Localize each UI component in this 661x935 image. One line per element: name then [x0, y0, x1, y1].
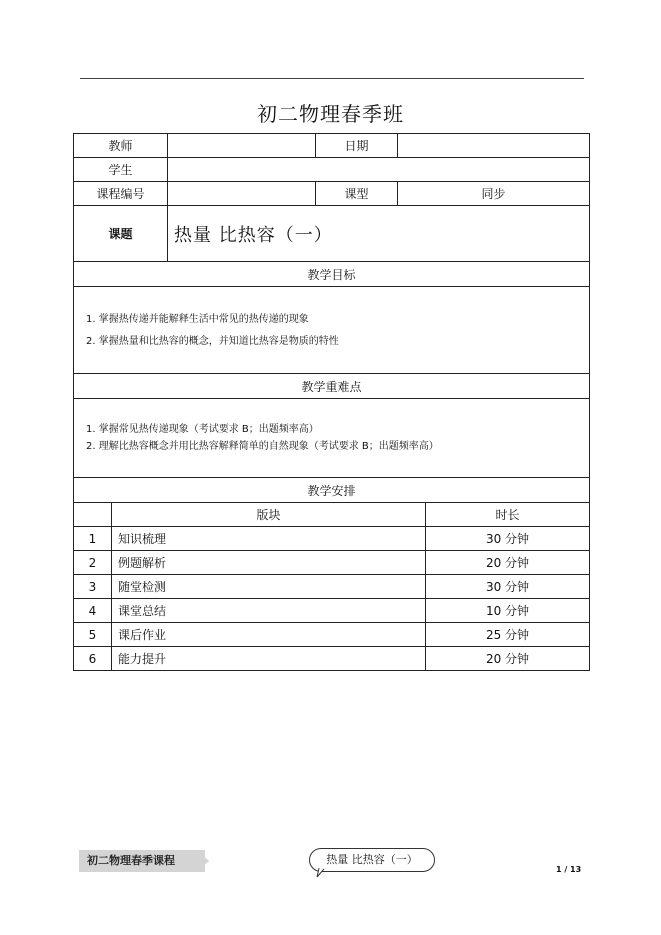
date-label: 日期 [316, 134, 398, 158]
row-block: 能力提升 [112, 647, 426, 671]
schedule-duration-header: 时长 [426, 503, 590, 527]
objective-item: 1. 掌握热传递并能解释生活中常见的热传递的现象 [86, 313, 309, 325]
header-rule [80, 78, 584, 79]
objectives-head-row [74, 262, 590, 287]
difficulty-item: 2. 理解比热容概念并用比热容解释简单的自然现象（考试要求 B；出题频率高） [86, 441, 439, 452]
course-tag: 初二物理春季课程 [79, 850, 205, 872]
topic-label: 课题 [74, 206, 168, 262]
difficulties-body-row [74, 399, 590, 478]
table-row [74, 599, 590, 623]
topic-value: 热量 比热容（一） [168, 206, 590, 262]
row-block: 例题解析 [112, 551, 426, 575]
schedule-heading: 教学安排 [74, 478, 590, 503]
course-tag-arrow [197, 850, 209, 872]
difficulties-list [74, 399, 590, 478]
objectives-heading: 教学目标 [74, 262, 590, 287]
student-value [168, 158, 590, 182]
row-block: 课后作业 [112, 623, 426, 647]
page-title: 初二物理春季班 [257, 102, 404, 126]
bubble-tail-icon [316, 868, 326, 878]
row-number: 5 [74, 623, 112, 647]
table-row [74, 575, 590, 599]
objective-item: 2. 掌握热量和比热容的概念，并知道比热容是物质的特性 [86, 335, 339, 347]
row-block: 课堂总结 [112, 599, 426, 623]
row-number: 1 [74, 527, 112, 551]
row-number: 3 [74, 575, 112, 599]
schedule-head-row [74, 478, 590, 503]
schedule-block-header: 版块 [112, 503, 426, 527]
course-row [74, 182, 590, 206]
table-row [74, 623, 590, 647]
student-label: 学生 [74, 158, 168, 182]
teacher-row [74, 134, 590, 158]
difficulties-head-row [74, 374, 590, 399]
topic-row [74, 206, 590, 262]
table-row [74, 527, 590, 551]
row-duration: 20 分钟 [426, 647, 590, 671]
lesson-plan-table [73, 133, 590, 671]
row-block: 知识梳理 [112, 527, 426, 551]
topic-bubble: 热量 比热容（一） [309, 848, 435, 872]
objectives-body-row [74, 287, 590, 374]
schedule-no-header [74, 503, 112, 527]
row-block: 随堂检测 [112, 575, 426, 599]
row-number: 2 [74, 551, 112, 575]
course-type-label: 课型 [316, 182, 398, 206]
row-number: 4 [74, 599, 112, 623]
row-number: 6 [74, 647, 112, 671]
row-duration: 10 分钟 [426, 599, 590, 623]
objectives-list [74, 287, 590, 374]
page-number: 1 / 13 [556, 865, 582, 874]
course-no-value [168, 182, 316, 206]
table-row [74, 647, 590, 671]
difficulty-item: 1. 掌握常见热传递现象（考试要求 B；出题频率高） [86, 424, 319, 435]
row-duration: 20 分钟 [426, 551, 590, 575]
schedule-columns-row [74, 503, 590, 527]
teacher-label: 教师 [74, 134, 168, 158]
teacher-value [168, 134, 316, 158]
row-duration: 25 分钟 [426, 623, 590, 647]
student-row [74, 158, 590, 182]
difficulties-heading: 教学重难点 [74, 374, 590, 399]
course-type-value: 同步 [398, 182, 590, 206]
course-no-label: 课程编号 [74, 182, 168, 206]
table-row [74, 551, 590, 575]
row-duration: 30 分钟 [426, 575, 590, 599]
row-duration: 30 分钟 [426, 527, 590, 551]
date-value [398, 134, 590, 158]
